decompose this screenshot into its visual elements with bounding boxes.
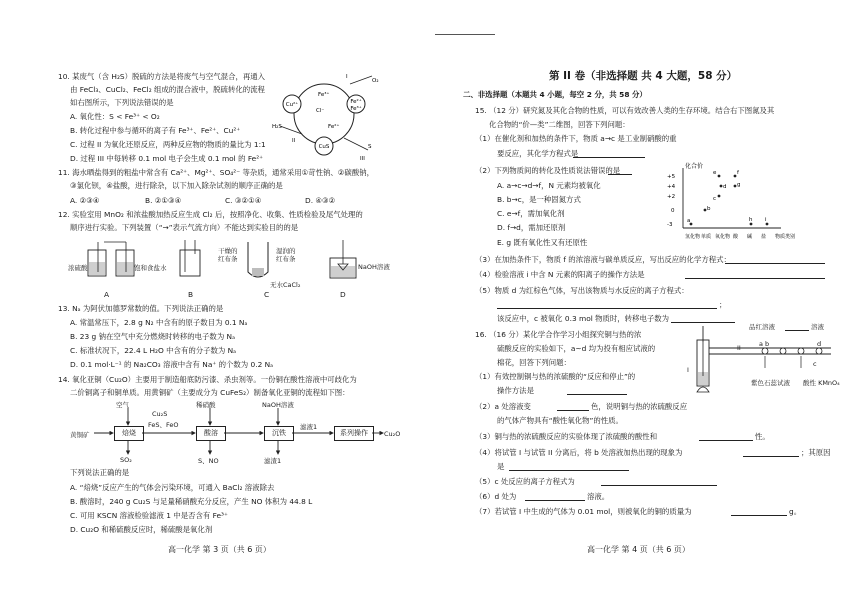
point-d-label: d [723,184,727,190]
flow-s-no: S、NO [198,457,219,465]
point-b-label: b [707,206,711,212]
q15-p3-blank[interactable] [725,263,825,264]
q15-line-2: 化合物的“价—类”二维图，回答下列问题： [489,120,630,129]
q11-option-d: D. ④③② [305,196,336,205]
valence-class-diagram [663,160,823,252]
q13-option-d: D. 0.1 mol·L⁻¹ 的 Na₂CO₃ 溶液中含有 Na⁺ 的个数为 0.2 Nₐ [70,360,274,369]
q12-line-1: 12. 实验室用 MnO₂ 和浓盐酸加热反应生成 Cl₂ 后，按照净化、收集、性质检验及尾气处理的 [58,210,363,219]
flow-naoh: NaOH溶液 [262,401,294,409]
flow-so2: SO₂ [120,456,132,464]
q16-p4-a: （4）将试管 I 与试管 II 分离后，将 b 处溶液加热出现的现象为 [475,448,683,457]
cu2-left-label: Cu²⁺ [285,102,299,108]
q15-p5-blank-1[interactable] [497,308,717,309]
q10-option-d: D. 过程 III 中每转移 0.1 mol 电子会生成 0.1 mol 的 Fe²⁺ [70,154,264,163]
label-tube-1: I [687,366,689,374]
label-wet-2: 红布条 [276,255,296,263]
label-dry-2: 红布条 [218,255,238,263]
q14-line-2: 二价铜离子和铜单质。用黄铜矿（主要成分为 CuFeS₂）制备氧化亚铜的流程如下图： [70,388,350,397]
label-naoh: NaOH溶液 [358,263,390,271]
flow-product: Cu₂O [384,430,401,438]
roman-1-label: I [346,74,348,80]
fe3-top-label: Fe³⁺ [318,92,330,98]
label-solution: 溶液 [811,323,824,331]
q15-p2-option-e: E. g 既有氧化性又有还原性 [497,238,588,247]
label-cacl2: 无水CaCl₂ [270,281,301,289]
q15-p5-blank-2[interactable] [671,322,735,323]
q10-option-c: C. 过程 II 为氧化还原反应，两种反应物的物质的量比为 1:1 [70,140,266,149]
q11-line-2: ③氯化钡，④盐酸，进行除杂，以下加入除杂试剂的顺序正确的是 [70,181,283,190]
left-page [0,0,425,608]
flow-step-series: 系列操作 [334,426,374,441]
chart-ylabel: 化合价 [685,163,704,170]
flow-dilute-hno3: 稀硝酸 [196,401,216,409]
label-tube-2: II [737,344,741,352]
q11-option-c: C. ③②①④ [225,196,262,205]
right-footer: 高一化学 第 4 页（共 6 页） [587,545,690,554]
flow-arrows [66,404,396,456]
point-e-label: e [713,170,717,176]
q16-p6-a: （6）d 处为 [475,492,517,501]
chart-tick-plus4: +4 [667,184,676,190]
q10-option-b: B. 转化过程中参与循环的离子有 Fe³⁺、Fe²⁺、Cu²⁺ [70,126,241,135]
q15-p2-option-d: D. f→d，需加还原剂 [497,223,566,232]
q11-option-b: B. ②①③④ [145,196,182,205]
q15-p4: （4）检验溶液 i 中含 N 元素的阳离子的操作方法是 [475,270,645,279]
q15-p1-line-2: 要反应，其化学方程式是 [497,149,579,158]
h2s-label: H₂S [272,124,282,130]
q10-option-a: A. 氧化性：S < Fe³⁺ < O₂ [70,112,160,121]
label-conc-h2so4: 浓硫酸 [68,264,88,272]
q12-caption-c: C [264,290,270,299]
right-page [425,0,860,608]
label-d: d [817,340,822,348]
chart-tick-plus2: +2 [667,194,676,200]
roman-2-label: II [292,138,296,144]
q16-apparatus [681,324,845,400]
q15-p2-option-a: A. a→c→d→f，N 元素均被氧化 [497,181,601,190]
q12-caption-d: D [340,290,346,299]
q15-p1-blank[interactable] [573,157,645,158]
point-i-label: i [765,217,767,223]
q16-p3-blank[interactable] [699,440,753,441]
q16-p2-b: 色，说明铜与热的浓硫酸反应 [591,402,688,411]
flow-step-acid: 酸溶 [196,426,226,441]
chart-tick-plus5: +5 [667,174,676,180]
q10-line-1: 10. 某废气（含 H₂S）脱硫的方法是将废气与空气混合，再通入 [58,72,266,81]
q16-line-1: 16. （16 分）某化学合作学习小组探究铜与热的浓 [475,330,642,339]
flow-filtrate1: 滤液1 [300,423,318,431]
left-footer: 高一化学 第 3 页（共 6 页） [168,545,271,554]
section-title: 第 II 卷（非选择题 共 4 大题，58 分） [549,70,738,82]
s-label: S [368,144,372,150]
flow-air: 空气 [116,401,129,409]
q15-p2-blank[interactable] [608,174,632,175]
q12-caption-a: A [104,290,110,299]
flow-residue1: 滤渣1 [264,457,282,465]
q10-cycle-diagram [272,66,382,162]
label-pinhong: 品红溶液 [749,323,775,331]
q13-line-1: 13. Nₐ 为阿伏加德罗常数的值。下列说法正确的是 [58,304,224,313]
q16-p2-c: 的气体产物具有“酸性氧化物”的性质。 [497,416,623,425]
q16-p7-blank[interactable] [731,515,787,516]
roman-3-label: III [360,156,365,162]
q12-line-2: 顺序进行实验。下列装置（“→”表示气流方向）不能达到实验目的的是 [70,223,299,232]
point-g-label: g [737,182,741,188]
fe2-right-label: Fe²⁺ [350,99,362,105]
label-litmus: 紫色石蕊试液 [751,379,790,387]
cat-acid: 酸 [733,234,739,240]
q13-option-b: B. 23 g 钠在空气中充分燃烧时转移的电子数为 Nₐ [70,332,235,341]
flow-ore: 黄铜矿 [70,431,90,439]
q13-option-c: C. 标准状况下，22.4 L H₂O 中含有的分子数为 Nₐ [70,346,237,355]
label-ab: a b [759,340,770,348]
q16-p5-blank[interactable] [601,485,717,486]
q16-p1-line-2: 操作方法是 [497,386,534,395]
cat-category: 物质类别 [775,234,796,240]
section-heading: 二、非选择题（本题共 4 小题，每空 2 分，共 58 分） [463,90,647,99]
label-kmno4: 酸性 KMnO₄ [803,379,840,387]
q16-p1-line-1: （1）有效控制铜与热的浓硫酸的“反应和停止”的 [475,372,636,381]
cat-element: 单质 [701,234,712,240]
point-c-label: c [713,196,717,202]
label-sat-nacl: 饱和食盐水 [134,264,167,272]
fe3-right-label: Fe³⁺ [350,106,362,112]
q14-line-1: 14. 氧化亚铜（Cu₂O）主要用于制造船底防污漆、杀虫剂等。一份铜在酸性溶液中可歧化为 [58,375,357,384]
flow-feso: FeS、FeO [148,421,179,429]
q16-top-blank[interactable] [785,330,809,331]
q15-line-1: 15. （12 分）研究氮及其化合物的性质，可以有效改善人类的生存环境。结合右下图氮及其 [475,106,775,115]
chart-tick-0: 0 [671,208,675,214]
q11-line-1: 11. 海水晒盐得到的粗盐中常含有 Ca²⁺、Mg²⁺、SO₄²⁻ 等杂质，通常采用①苛性钠、②碳酸钠， [58,168,374,177]
q16-p2-a: （2）a 处溶液变 [475,402,531,411]
point-h-label: h [749,217,753,223]
q15-p1-line-1: （1）在催化剂和加热的条件下，物质 a→c 是工业制硝酸的重 [475,134,677,143]
q15-p4-blank[interactable] [685,278,825,279]
q11-option-a: A. ②③④ [70,196,100,205]
q12-caption-b: B [188,290,194,299]
chart-tick-minus3: -3 [667,222,673,228]
cat-oxide: 氧化物 [715,234,731,240]
q16-p4-blank-1[interactable] [743,456,799,457]
o2-label: O₂ [372,78,379,84]
q16-p4-c: 是 [497,462,505,471]
point-a-label: a [687,218,691,224]
q15-p2-option-c: C. e→f，需加氧化剂 [497,209,565,218]
q16-p7-a: （7）若试管 I 中生成的气体为 0.01 mol，则被氧化的铜的质量为 [475,507,692,516]
q16-p2-blank[interactable] [557,410,589,411]
q15-p3: （3）在加热条件下，物质 f 的浓溶液与碳单质反应，写出反应的化学方程式： [475,255,731,264]
q16-line-2: 硫酸反应的实验如下，a~d 均为投有相应试液的 [497,344,656,353]
cl-label: Cl⁻ [316,108,325,114]
q14-option-c: C. 可用 KSCN 溶液检验滤液 1 中是否含有 Fe³⁺ [70,511,228,520]
flow-step-roast: 焙烧 [114,426,144,441]
q14-after: 下列说法正确的是 [70,468,130,477]
q14-option-a: A. “焙烧”反应产生的气体会污染环境，可通入 BaCl₂ 溶液除去 [70,483,275,492]
flow-step-precip: 沉铁 [264,426,294,441]
q15-p5-line-1: （5）物质 d 为红棕色气体，写出该物质与水反应的离子方程式： [475,286,689,295]
q15-p2: （2）下列物质间的转化及性质说法错误的是 [475,166,621,175]
q14-option-b: B. 酸溶时，240 g Cu₂S 与足量稀硝酸充分反应，产生 NO 体积为 44.8 L [70,497,313,506]
q16-p6-b: 溶液。 [587,492,610,501]
label-dry-1: 干燥的 [218,247,238,255]
q16-p4-b: ；其原因 [801,448,831,457]
q16-p3-b: 性。 [755,432,770,441]
cus-label: CuS [318,144,330,150]
cat-salt: 盐 [761,234,767,240]
fe2-mid-label: Fe²⁺ [328,124,340,130]
q16-p4-blank-2[interactable] [509,470,629,471]
cat-hydride: 氢化物 [685,234,701,240]
q10-line-3: 如右图所示，下列说法错误的是 [70,98,174,107]
q16-p6-blank[interactable] [525,500,585,501]
q16-p1-blank[interactable] [567,394,627,395]
q16-p7-b: g。 [789,507,802,516]
q15-p5-semicolon: ； [719,300,727,309]
top-rule [435,34,495,35]
label-c: c [813,360,817,368]
label-wet-1: 湿润的 [276,247,296,255]
cat-base: 碱 [747,234,753,240]
q15-p2-option-b: B. b→c，是一种固氮方式 [497,195,581,204]
q16-p5: （5）c 处反应的离子方程式为 [475,477,575,486]
q10-line-2: 由 FeCl₃、CuCl₂、FeCl₂ 组成的混合液中，脱硫转化的流程 [70,85,265,94]
q16-p3-a: （3）铜与热的浓硫酸反应的实验体现了浓硫酸的酸性和 [475,432,658,441]
point-f-label: f [737,170,739,176]
q16-line-3: 棉花，回答下列问题： [497,358,571,367]
q13-option-a: A. 常温常压下，2.8 g N₂ 中含有的原子数目为 0.1 Nₐ [70,318,248,327]
flow-cu2s: Cu₂S [152,410,168,418]
q15-p5-line-2: 该反应中，c 被氧化 0.3 mol 物质时，转移电子数为 [497,314,670,323]
q14-option-d: D. Cu₂O 和稀硫酸反应时，稀硫酸是氧化剂 [70,525,213,534]
